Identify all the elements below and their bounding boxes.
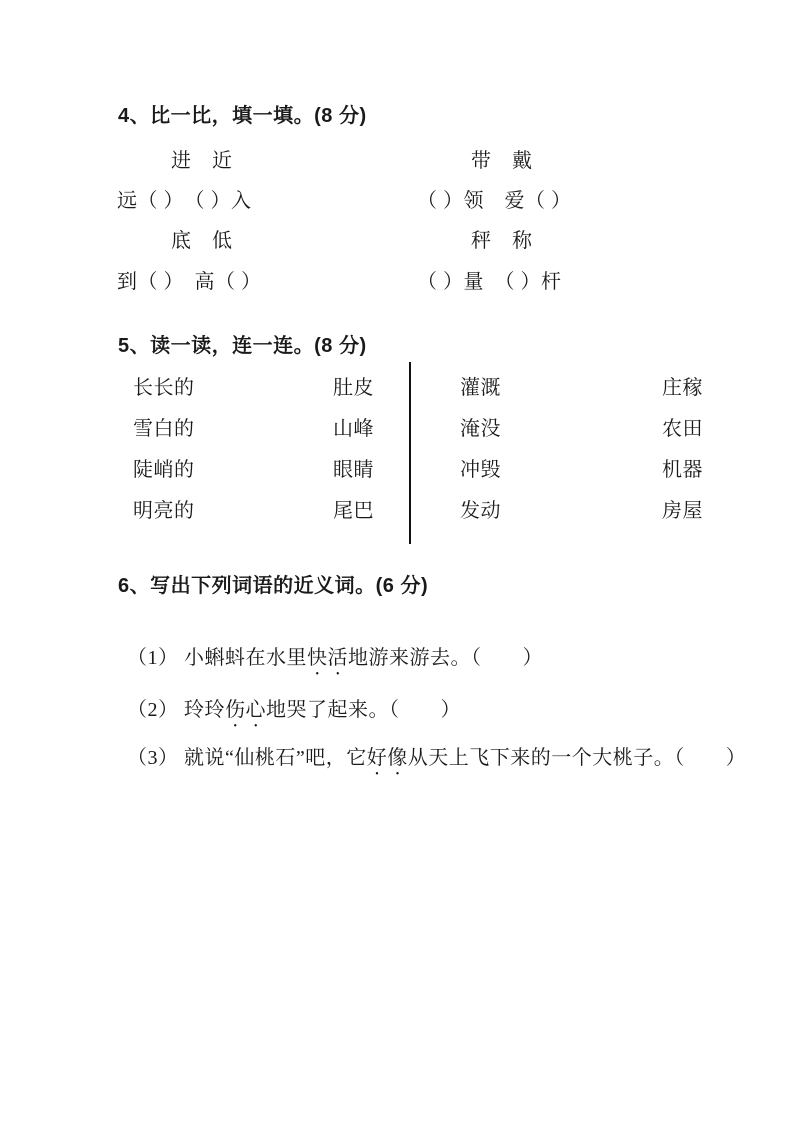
q4-left-pair-1: 进 近: [171, 150, 233, 172]
q4-left-blanks-2: 到（ ） 高（ ）: [117, 271, 262, 293]
q5-object: 机器: [662, 459, 703, 481]
q5-noun-column: [333, 378, 374, 521]
q5-adjective: 长长的: [133, 377, 195, 399]
q6-sentence-2-emphasized-word: 伤心: [225, 699, 266, 721]
q5-adjective: 明亮的: [133, 500, 195, 522]
q6-sentence-2-post: 地哭了起来。（ ）: [266, 699, 461, 721]
q4-right-blanks-2: （ ）量 （ ）杆: [417, 271, 562, 293]
q4-right-blanks-1: （ ）领 爱（ ）: [417, 190, 572, 212]
q4-right-pair-1: 带 戴: [471, 150, 533, 172]
question-6-title: 6、写出下列词语的近义词。(6 分): [118, 575, 429, 597]
q6-sentence-3-emphasized-word: 好像: [366, 747, 408, 769]
q5-verb: 淹没: [460, 418, 501, 440]
q5-noun: 尾巴: [333, 500, 374, 522]
q5-adjective: 雪白的: [133, 418, 195, 440]
q6-sentence-1-emphasized-word: 快活: [307, 647, 348, 669]
q6-sentence-1-pre: （1） 小蝌蚪在水里: [127, 647, 307, 669]
q5-verb: 冲毁: [460, 459, 501, 481]
q4-right-pair-2: 秤 称: [471, 230, 533, 252]
q5-adjective: 陡峭的: [133, 459, 195, 481]
q6-sentence-3: [105, 722, 746, 804]
q5-verb-column: [460, 378, 501, 521]
q5-object: 农田: [662, 418, 703, 440]
q5-noun: 肚皮: [333, 377, 374, 399]
q5-object: 房屋: [662, 500, 703, 522]
q4-left-pair-2: 底 低: [171, 230, 233, 252]
q5-verb: 灌溉: [460, 377, 501, 399]
question-4-title: 4、比一比，填一填。(8 分): [118, 105, 367, 127]
question-5-title: 5、读一读，连一连。(8 分): [118, 335, 367, 357]
q5-noun: 山峰: [333, 418, 374, 440]
q5-object: 庄稼: [662, 377, 703, 399]
q6-sentence-3-post: 从天上飞下来的一个大桃子。（ ）: [407, 747, 747, 769]
q6-sentence-3-pre: （3） 就说“仙桃石”吧，它: [127, 747, 367, 769]
matching-divider-line: [409, 362, 411, 544]
q4-left-blanks-1: 远（ ） （ ）入: [117, 190, 252, 212]
q5-adjective-column: [133, 378, 195, 521]
q6-sentence-1-post: 地游来游去。（ ）: [348, 647, 543, 669]
q5-verb: 发动: [460, 500, 501, 522]
q6-sentence-2-pre: （2） 玲玲: [127, 699, 225, 721]
q5-object-column: [662, 378, 703, 521]
q5-noun: 眼睛: [333, 459, 374, 481]
